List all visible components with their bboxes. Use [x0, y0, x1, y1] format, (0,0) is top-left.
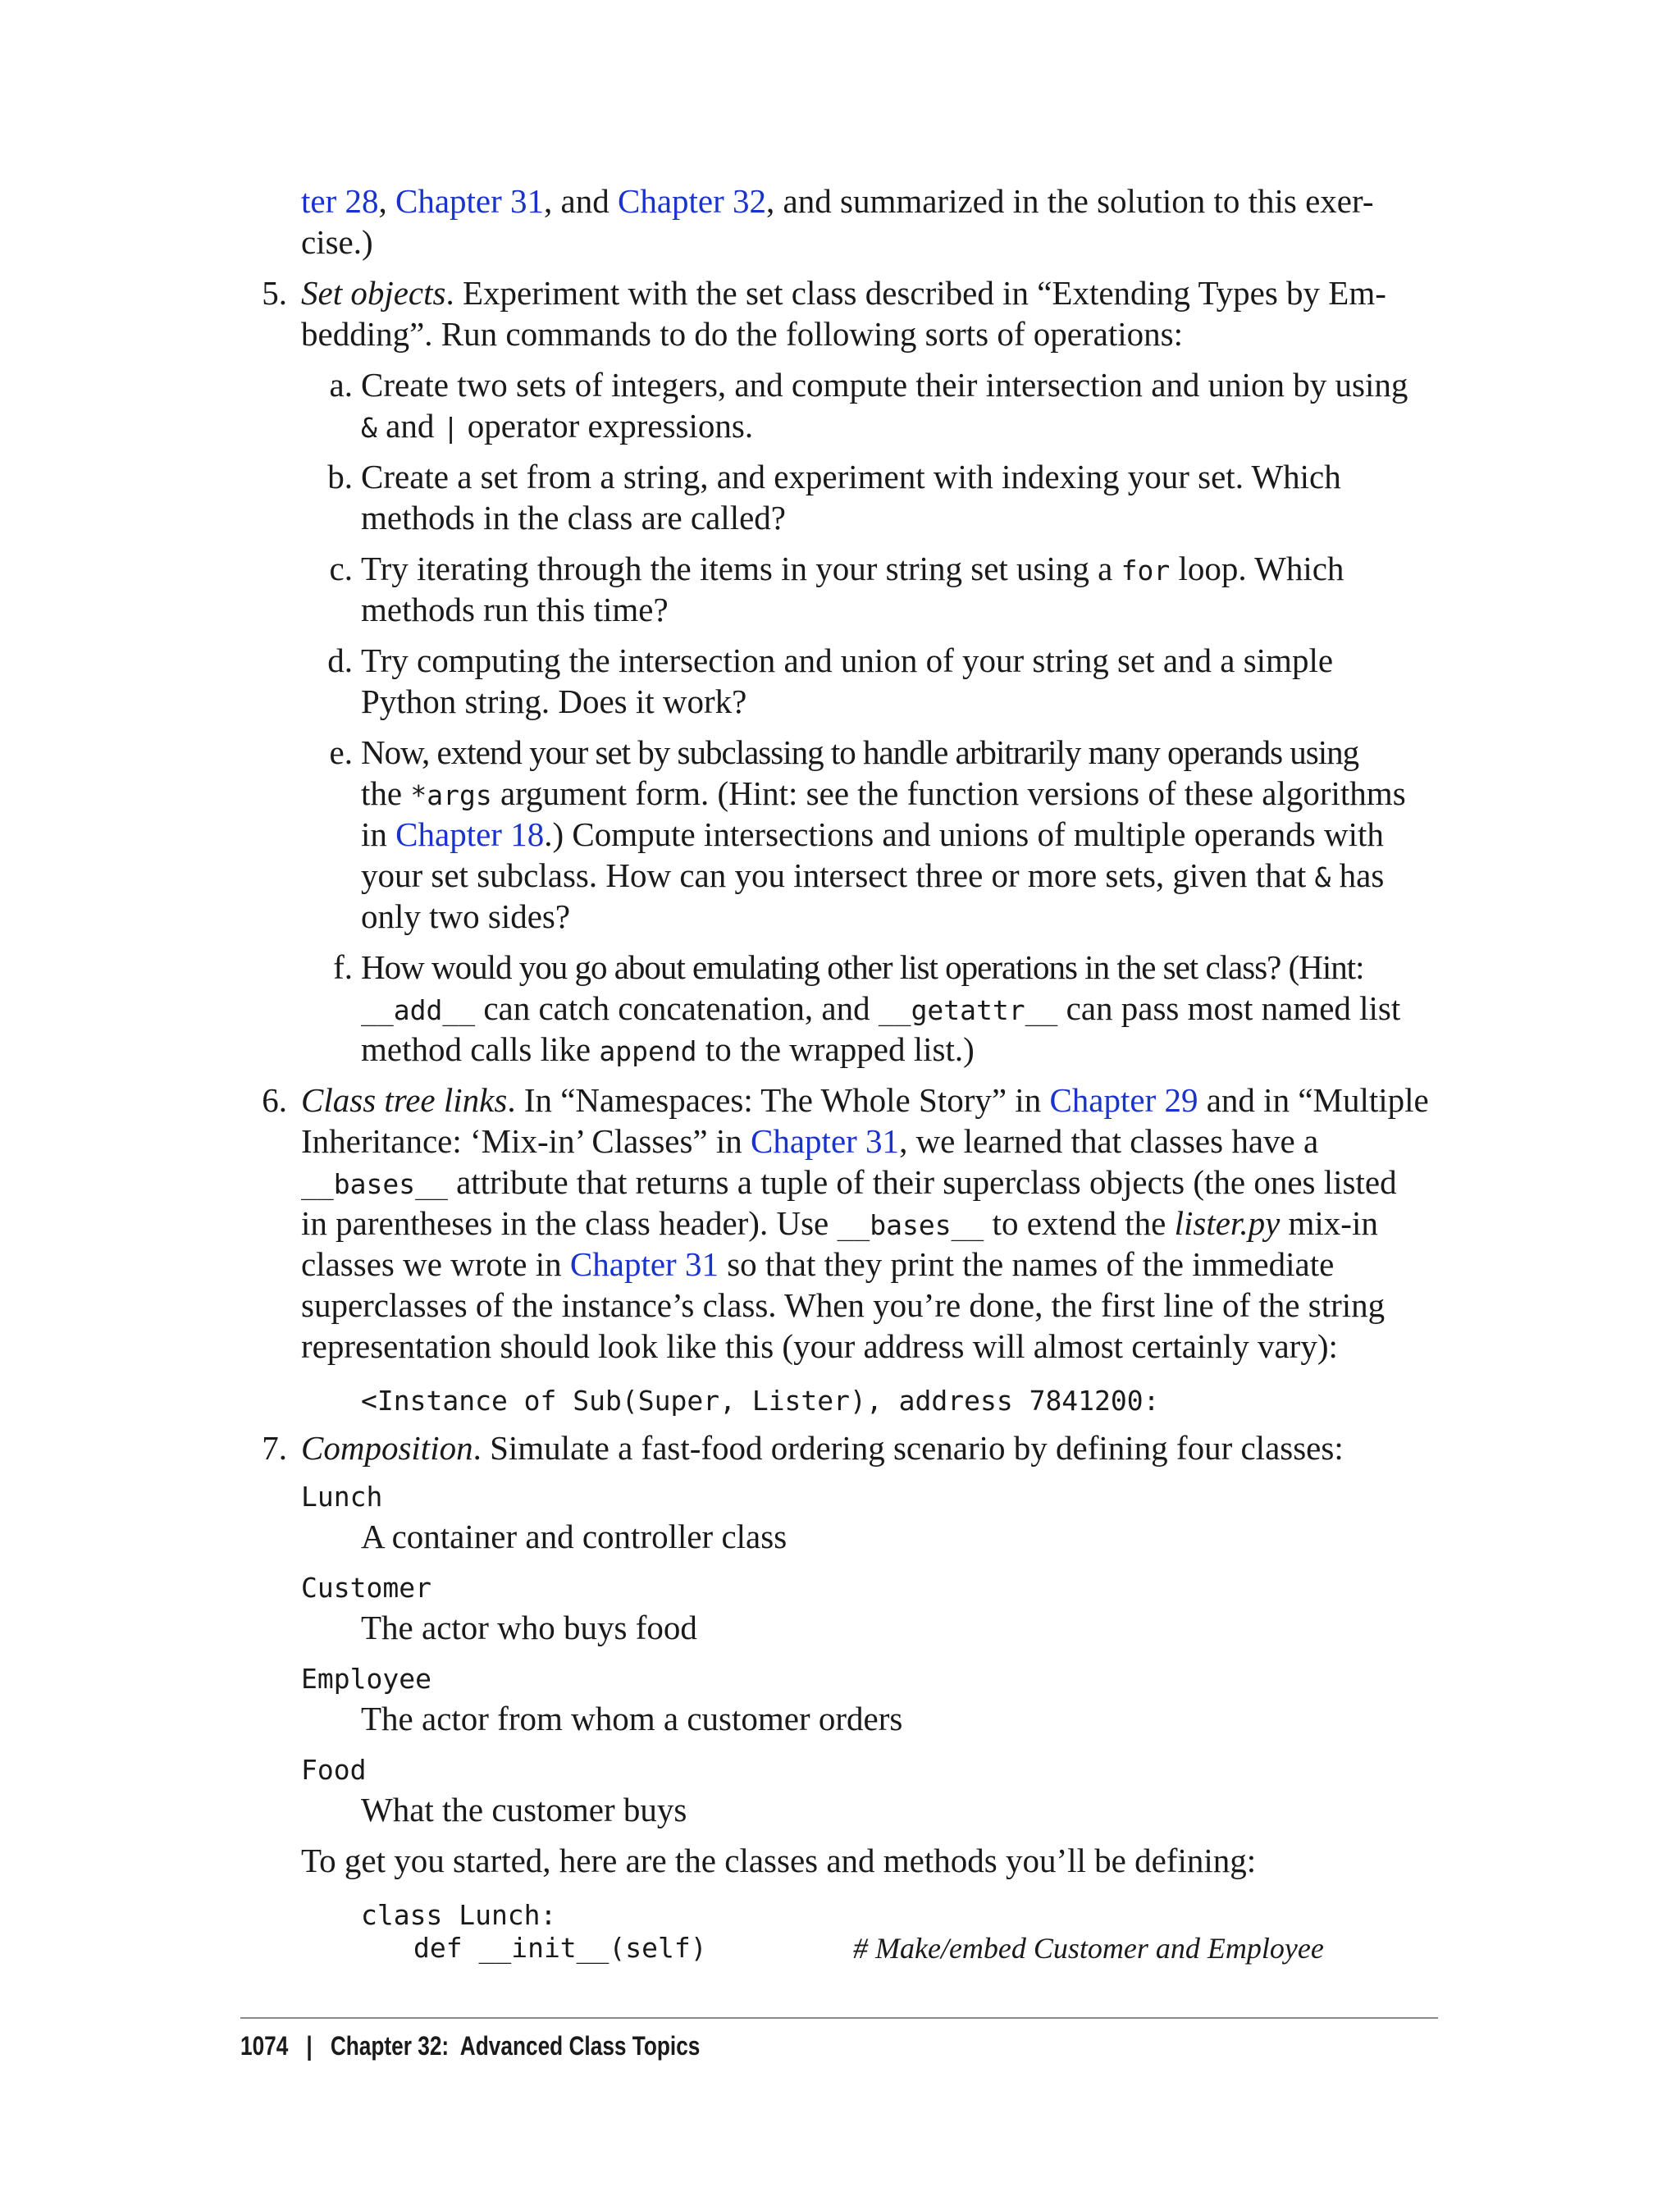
- exercise-7-after: To get you started, here are the classes and methods you’ll be defining:: [301, 1842, 1257, 1879]
- chapter-31-link[interactable]: Chapter 31: [569, 1245, 719, 1283]
- args-code: *args: [410, 779, 492, 811]
- text: . In “Namespaces: The Whole Story” in: [507, 1081, 1050, 1119]
- item-e-line-3: [361, 814, 1384, 855]
- text: . Simulate a fast-food ordering scenario by defining four classes:: [472, 1429, 1344, 1467]
- item-f-line-2: [361, 988, 1400, 1031]
- add-code: __add__: [361, 994, 476, 1026]
- for-code: for: [1121, 555, 1171, 587]
- text: mix-in: [1280, 1204, 1378, 1242]
- page-footer: [240, 2029, 700, 2062]
- item-f-line-3: [361, 1029, 975, 1072]
- ampersand-code: &: [361, 412, 377, 444]
- text: in: [361, 815, 396, 853]
- item-b-letter: b.: [327, 458, 353, 495]
- bases-code: __bases__: [301, 1168, 448, 1200]
- footer-separator: |: [306, 2031, 313, 2061]
- code-def-init: def __init__(self): [413, 1932, 707, 1964]
- chapter-28-link[interactable]: ter 28: [301, 182, 379, 220]
- text: , and: [544, 182, 618, 220]
- chapter-31-link[interactable]: Chapter 31: [751, 1122, 900, 1160]
- text: classes we wrote in: [301, 1245, 570, 1283]
- item-e-line-1: Now, extend your set by subclassing to handle arbitrarily many operands using: [361, 733, 1359, 771]
- text: can catch concatenation, and: [475, 989, 879, 1027]
- item-e-line-2: [361, 773, 1406, 816]
- text: Inheritance: ‘Mix-in’ Classes” in: [301, 1122, 751, 1160]
- item-c-letter: c.: [329, 550, 353, 587]
- term-employee: Employee: [301, 1663, 431, 1695]
- intro-line-2: cise.): [301, 223, 373, 261]
- item-e-line-4: [361, 855, 1384, 898]
- exercise-6-code: <Instance of Sub(Super, Lister), address 7841200:: [361, 1385, 1160, 1417]
- filename: lister.py: [1174, 1204, 1281, 1242]
- chapter-title: Chapter 32: Advanced Class Topics: [330, 2031, 701, 2061]
- text: in parentheses in the class header). Use: [301, 1204, 838, 1242]
- chapter-32-link[interactable]: Chapter 32: [618, 182, 767, 220]
- bases-code: __bases__: [837, 1209, 984, 1241]
- item-e-line-5: only two sides?: [361, 897, 571, 935]
- text: attribute that returns a tuple of their superclass objects (the ones listed: [447, 1163, 1397, 1201]
- exercise-6-line-6: superclasses of the instance’s class. When you’re done, the first line of the string: [301, 1286, 1386, 1324]
- text: , and summarized in the solution to this exer-: [766, 182, 1374, 220]
- text: loop. Which: [1170, 550, 1344, 587]
- item-a-line-1: Create two sets of integers, and compute their intersection and union by using: [361, 366, 1408, 404]
- exercise-6-line-5: [301, 1244, 1334, 1285]
- pipe-code: |: [442, 412, 459, 444]
- exercise-6-line-2: [301, 1121, 1438, 1162]
- item-b-line-2: methods in the class are called?: [361, 499, 786, 536]
- footer-rule: [240, 2017, 1438, 2019]
- text: . Experiment with the set class described in “Extending Types by Em-: [445, 274, 1386, 312]
- exercise-5-line-1: [301, 272, 1386, 313]
- exercise-5-title: Set objects: [301, 274, 446, 312]
- getattr-code: __getattr__: [878, 994, 1058, 1026]
- text: Create a set from a string, and experiment with indexing your set. Which: [361, 458, 1341, 495]
- text: to extend the: [984, 1204, 1175, 1242]
- code-class-lunch: class Lunch:: [361, 1899, 557, 1931]
- item-f-letter: f.: [333, 948, 353, 986]
- exercise-7-number: 7.: [262, 1429, 287, 1467]
- desc-customer: The actor who buys food: [361, 1609, 697, 1646]
- exercise-6-line-3: [301, 1162, 1397, 1205]
- text: the: [361, 774, 411, 812]
- exercise-6-title: Class tree links: [301, 1081, 508, 1119]
- text: to the wrapped list.): [696, 1030, 975, 1068]
- text: method calls like: [361, 1030, 600, 1068]
- text: your set subclass. How can you intersect three or more sets, given that: [361, 856, 1315, 894]
- text: Try iterating through the items in your string set using a: [361, 550, 1121, 587]
- code-comment: # Make/embed Customer and Employee: [853, 1932, 1324, 1965]
- item-d-letter: d.: [327, 641, 353, 679]
- item-a-line-2: [361, 405, 753, 449]
- desc-lunch: A container and controller class: [361, 1518, 788, 1555]
- term-customer: Customer: [301, 1572, 431, 1604]
- exercise-6-line-4: [301, 1203, 1378, 1246]
- desc-employee: The actor from whom a customer orders: [361, 1700, 903, 1737]
- text: operator expressions.: [459, 407, 754, 445]
- append-code: append: [599, 1035, 697, 1067]
- exercise-5-number: 5.: [262, 274, 287, 312]
- item-c-line-2: methods run this time?: [361, 591, 669, 628]
- item-b-line-1: [361, 456, 1438, 497]
- exercise-7-title: Composition: [301, 1429, 473, 1467]
- page-number: 1074: [240, 2031, 289, 2061]
- exercise-6-number: 6.: [262, 1081, 287, 1119]
- term-lunch: Lunch: [301, 1481, 383, 1513]
- chapter-31-link[interactable]: Chapter 31: [395, 182, 545, 220]
- exercise-7-line-1: [301, 1427, 1344, 1468]
- ampersand-code: &: [1314, 861, 1331, 893]
- chapter-18-link[interactable]: Chapter 18: [395, 815, 545, 853]
- text: so that they print the names of the immediate: [718, 1245, 1335, 1283]
- item-a-letter: a.: [329, 366, 353, 404]
- desc-food: What the customer buys: [361, 1791, 687, 1828]
- text: argument form. (Hint: see the function versions of these algorithms: [491, 774, 1406, 812]
- item-d-line-2: Python string. Does it work?: [361, 682, 747, 720]
- exercise-5-line-2: bedding”. Run commands to do the following sorts of operations:: [301, 315, 1183, 353]
- chapter-29-link[interactable]: Chapter 29: [1049, 1081, 1198, 1119]
- item-c-line-1: [361, 548, 1344, 591]
- text: .) Compute intersections and unions of multiple operands with: [544, 815, 1384, 853]
- item-f-line-1: How would you go about emulating other list operations in the set class? (Hint:: [361, 948, 1364, 986]
- term-food: Food: [301, 1754, 367, 1786]
- text: , we learned that classes have a: [899, 1122, 1319, 1160]
- text: and in “Multiple: [1198, 1081, 1429, 1119]
- item-d-line-1: Try computing the intersection and union of your string set and a simple: [361, 641, 1334, 679]
- text: and: [377, 407, 443, 445]
- item-e-letter: e.: [329, 733, 353, 771]
- intro-line-1: [301, 180, 1438, 221]
- text: can pass most named list: [1057, 989, 1401, 1027]
- exercise-6-line-1: [301, 1080, 1429, 1121]
- exercise-6-line-7: representation should look like this (your address will almost certainly vary):: [301, 1327, 1338, 1365]
- text: has: [1331, 856, 1385, 894]
- text: ,: [378, 182, 395, 220]
